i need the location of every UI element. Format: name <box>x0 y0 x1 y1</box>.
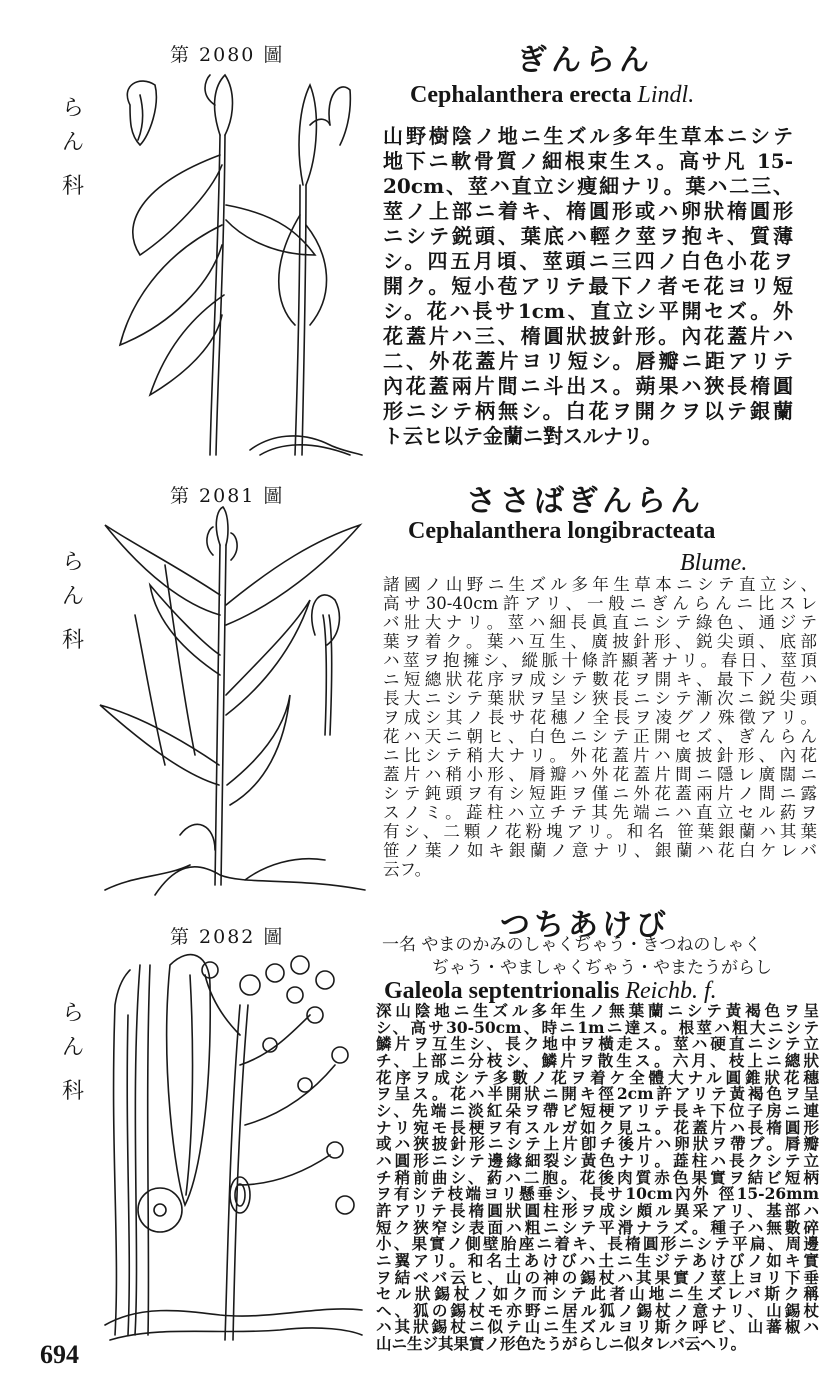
text-line: 花序ヲ成シテ多數ノ花ヲ着ケ全體大ナル圓錐狀花穗 <box>376 1067 819 1087</box>
family-label-char: ら <box>61 1001 84 1026</box>
text-line: 云フ。 <box>383 860 432 879</box>
alternate-names: ぢゃう・やましゃくぢゃう・やまたうがらし <box>432 958 772 978</box>
text-line: ハ圓形ニシテ邊緣細裂シ黃色ナリ。蕋柱ハ長クシテ立 <box>376 1150 819 1170</box>
text-line: 笹ノ葉ノ如キ銀蘭ノ意ナリ、銀蘭ハ花白ケレバ <box>383 841 817 860</box>
text-line: 許アリテ長楕圓狀圓柱形ヲ成シ頗ル異采アリ、基部ハ <box>376 1200 819 1220</box>
scientific-name <box>410 82 694 109</box>
text-line: 小、果實ノ側壁胎座ニ着キ、長楕圓形ニシテ平扁、周邊 <box>376 1234 819 1254</box>
text-line: チ、上部ニ分枝シ、鱗片ヲ散生ス。六月、枝上ニ總狀 <box>376 1050 819 1070</box>
author-name: Reichb. f. <box>625 978 717 1004</box>
family-label <box>58 552 88 652</box>
text-line: ヲ成シ其ノ長サ花穗ノ全長ヲ凌グノ殊徵アリ。 <box>383 708 817 727</box>
entry-title: つちあけび <box>500 908 670 943</box>
latin-name: Cephalanthera erecta <box>410 82 632 108</box>
text-line: 內花蓋兩片間ニ斗出ス。蒴果ハ狹長楕圓 <box>383 374 793 398</box>
text-line: バ壯大ナリ。莖ハ細長眞直ニシテ綠色、通ジテ <box>383 613 817 632</box>
entry-description <box>383 124 793 449</box>
text-line: 諸國ノ山野ニ生ズル多年生草本ニシテ直立シ、 <box>383 575 817 594</box>
illustration-sasaba-ginran <box>95 505 370 900</box>
text-line: ニ比シテ稍大ナリ。外花蓋片ハ廣披針形、內花 <box>383 746 817 765</box>
author-name: Lindl. <box>637 82 695 108</box>
text-line: 深山陰地ニ生ズル多年生ノ無葉蘭ニシテ黃褐色ヲ呈 <box>376 1001 819 1020</box>
text-line: ニシテ鋭頭、葉底ハ輕ク莖ヲ抱キ、質薄 <box>383 224 793 248</box>
text-line: セル狀錫杖ノ如ク而シテ此者山地ニ生ズレバ斯ク稱 <box>376 1284 819 1304</box>
entry-title: ささばぎんらん <box>466 484 704 519</box>
figure-number: 第 2081 圖 <box>170 485 285 507</box>
text-line: シ、高サ30-50cm、時ニ1mニ達ス。根莖ハ粗大ニシテ <box>376 1017 819 1037</box>
text-line: 形ニシテ柄無シ。白花ヲ開クヲ以テ銀蘭 <box>383 399 793 423</box>
text-line: スノミ。蕋柱ハ立チテ其先端ニハ直立セル葯ヲ <box>383 803 817 822</box>
family-label-char: ら <box>61 550 84 575</box>
text-line: ハ其狀錫杖ニ似テ山ニ生ズルヨリ斯ク呼ビ、山蕃椒ハ <box>376 1317 819 1337</box>
page-number: 694 <box>40 1340 79 1369</box>
text-line: 或ハ狹披針形ニシテ上片卽チ後片ハ卵狀ヲ帶ブ。脣瓣 <box>376 1134 819 1154</box>
text-line: 高サ30-40cm許アリ、一般ニぎんらんニ比スレ <box>383 594 817 613</box>
text-line: シ。四五月頃、莖頭ニ三四ノ白色小花ヲ <box>383 249 793 273</box>
text-line: 莖ノ上部ニ着キ、楕圓形或ハ卵狀楕圓形 <box>383 199 793 223</box>
text-line: シ、先端ニ淡紅朵ヲ帶ビ短梗アリテ長キ下位子房ニ連 <box>376 1100 819 1120</box>
figure-number: 第 2080 圖 <box>170 44 285 66</box>
family-label-char: 科 <box>61 1079 84 1104</box>
alternate-names: 一名 やまのかみのしゃくぢゃう・きつねのしゃく <box>382 935 762 955</box>
text-line: 20cm、莖ハ直立シ痩細ナリ。葉ハ二三、 <box>383 174 793 198</box>
family-label-char: ん <box>61 1035 84 1060</box>
text-line: 二、外花蓋片ヨリ短シ。唇瓣ニ距アリテ <box>383 349 793 373</box>
text-line: シテ鈍頭ヲ有シ短距ヲ僅ニ外花蓋兩片ノ間ニ露 <box>383 784 817 803</box>
text-line: ナリ宛モ長梗ヲ有スルガ如ク見ユ。花蓋片ハ長楕圓形 <box>376 1117 819 1137</box>
text-line: 短ク狹窄シ表面ハ粗ニシテ平滑ナラズ。種子ハ無數碎 <box>376 1217 819 1237</box>
latin-name: Galeola septentrionalis <box>384 978 620 1004</box>
latin-name: Cephalanthera longibracteata <box>408 518 716 544</box>
text-line: 山ニ生ジ其果實ノ形色たうがらしニ似タレバ云ヘリ。 <box>376 1334 747 1354</box>
text-line: 花ハ天ニ朝ヒ、白色ニシテ正開セズ、ぎんらん <box>383 727 817 746</box>
family-label <box>58 1003 88 1103</box>
family-label-char: 科 <box>61 628 84 653</box>
text-line: シ。花ハ長サ1cm、直立シ平開セズ。外 <box>383 299 793 323</box>
entry-title: ぎんらん <box>517 43 653 78</box>
text-line: チ稍前曲シ、葯ハ二胞。花後肉質赤色果實ヲ結ビ短柄 <box>376 1167 819 1187</box>
author-name-text: Blume. <box>680 550 748 576</box>
text-line: ヲ呈ス。花ハ半開狀ニ開キ徑2cm許アリテ黃褐色ヲ呈 <box>376 1084 819 1104</box>
figure-number: 第 2082 圖 <box>170 926 285 948</box>
family-label-char: ら <box>61 96 84 121</box>
entry-description <box>383 575 817 879</box>
illustration-tsuchiakebi <box>100 945 365 1345</box>
text-line: 長大ニシテ葉狀ヲ呈シ狹長ニシテ漸次ニ鋭尖頭 <box>383 689 817 708</box>
text-line: ニ翼アリ。和名土あけびハ土ニ生ジテあけびノ如キ實 <box>376 1250 819 1270</box>
text-line: ニ短總狀花序ヲ成シテ數花ヲ開キ、最下ノ苞ハ <box>383 670 817 689</box>
family-label-char: ん <box>61 130 84 155</box>
text-line: 蓋片ハ稍小形、脣瓣ハ外花蓋片間ニ隱レ廣闊ニ <box>383 765 817 784</box>
entry-description <box>376 1003 819 1353</box>
author-name <box>680 550 747 577</box>
text-line: ハ莖ヲ抱擁シ、縱脈十條許顯著ナリ。春日、莖頂 <box>383 651 817 670</box>
text-line: 地下ニ軟骨質ノ細根束生ス。高サ凡 15- <box>383 149 793 173</box>
text-line: 鱗片ヲ互生シ、長ク地中ヲ橫走ス。莖ハ硬直ニシテ立 <box>376 1034 819 1054</box>
illustration-ginran <box>100 65 365 460</box>
text-line: ヲ結ベバ云ヒ、山の神の錫杖ハ其果實ノ莖上ヨリ下垂 <box>376 1267 819 1287</box>
text-line: 有シ、二顆ノ花粉塊アリ。和名 笹葉銀蘭ハ其葉 <box>383 822 817 841</box>
text-line: ヲ有シテ枝端ヨリ懸垂シ、長サ10cm內外 徑15-26mm <box>376 1184 819 1204</box>
text-line: 開ク。短小苞アリテ最下ノ者モ花ヨリ短 <box>383 274 793 298</box>
text-line: ヘ、狐の錫杖モ亦野ニ居ル狐ノ錫杖ノ意ナリ、山錫杖 <box>376 1300 819 1320</box>
family-label <box>58 98 88 198</box>
family-label-char: 科 <box>61 174 84 199</box>
text-line: 山野樹陰ノ地ニ生ズル多年生草本ニシテ <box>383 124 793 148</box>
text-line: ト云ヒ以テ金蘭ニ對スルナリ。 <box>383 424 662 448</box>
family-label-char: ん <box>61 584 84 609</box>
text-line: 花蓋片ハ三、楕圓狀披針形。內花蓋片ハ <box>383 324 793 348</box>
text-line: 葉ヲ着ク。葉ハ互生、廣披針形、鋭尖頭、底部 <box>383 632 817 651</box>
